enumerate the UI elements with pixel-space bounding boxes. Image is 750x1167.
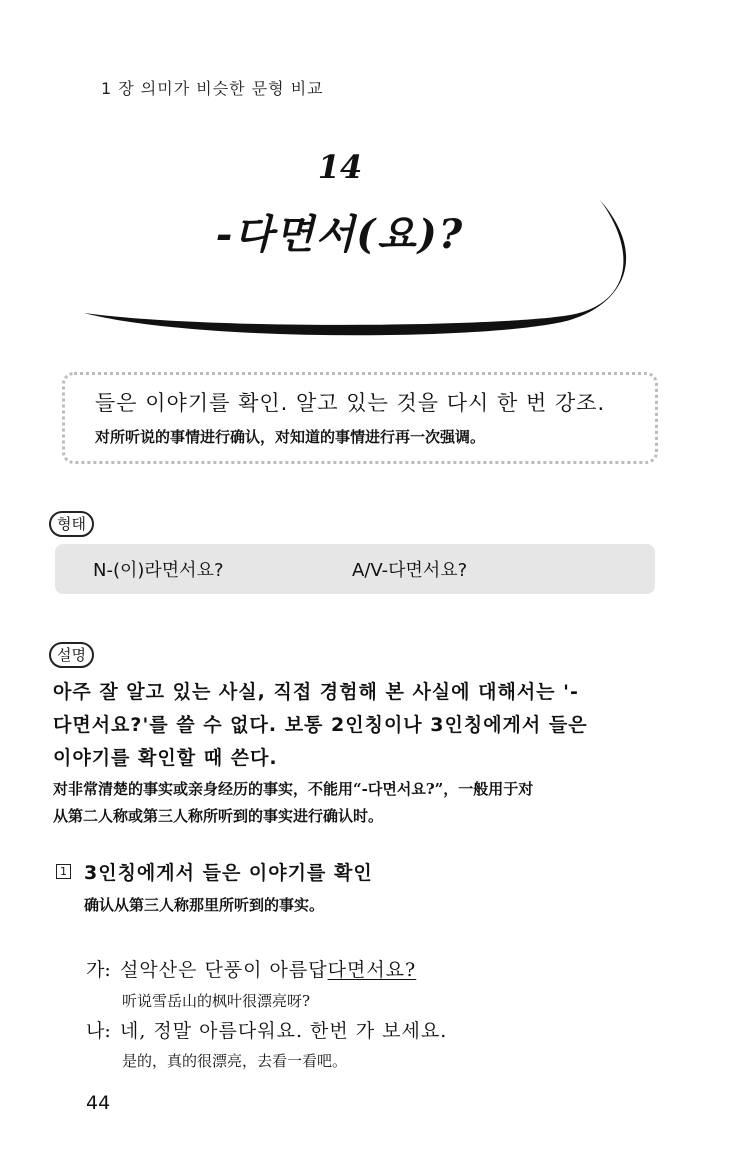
summary-box [62, 372, 658, 464]
example-korean-text: 네, 정말 아름다워요. 한번 가 보세요. [120, 1020, 448, 1042]
summary-chinese: 对所听说的事情进行确认，对知道的事情进行再一次强调。 [95, 428, 486, 446]
example-speaker: 가: [86, 959, 111, 981]
explanation-korean-line: 이야기를 확인할 때 쓴다. [53, 747, 278, 769]
example-chinese: 是的，真的很漂亮，去看一看吧。 [122, 1052, 348, 1070]
explanation-chinese-line: 从第二人称或第三人称所听到的事实进行确认时。 [53, 807, 384, 825]
explanation-korean-line: 다면서요?'를 쓸 수 없다. 보통 2인칭이나 3인칭에게서 들은 [53, 714, 588, 736]
example-target-expression: 다면서요? [327, 959, 417, 981]
form-verb-pattern: A/V-다면서요? [352, 560, 468, 581]
page-number: 44 [86, 1092, 111, 1114]
running-head: 1 장 의미가 비슷한 문형 비교 [101, 79, 324, 98]
item-chinese: 确认从第三人称那里所听到的事实。 [84, 896, 325, 914]
example-korean [120, 1016, 447, 1043]
explanation-korean-line: 아주 잘 알고 있는 사실, 직접 경험해 본 사실에 대해서는 '- [53, 681, 579, 703]
chapter-number: 14 [317, 148, 363, 186]
example-speaker: 나: [86, 1020, 111, 1042]
explanation-chinese-line: 对非常清楚的事实或亲身经历的事实，不能用“-다면서요?”，一般用于对 [53, 780, 534, 798]
summary-korean: 들은 이야기를 확인. 알고 있는 것을 다시 한 번 강조. [95, 391, 606, 415]
example-korean [120, 955, 416, 982]
explanation-korean [53, 676, 653, 775]
form-noun-pattern: N-(이)라면서요? [93, 560, 224, 581]
example-korean-text: 설악산은 단풍이 아름답 [120, 959, 328, 981]
item-number-box: 1 [56, 864, 71, 879]
chapter-title: -다면서(요)? [215, 211, 465, 258]
example-chinese: 听说雪岳山的枫叶很漂亮呀? [122, 992, 311, 1010]
item-title: 3인칭에게서 들은 이야기를 확인 [84, 862, 373, 884]
explanation-tag: 설명 [49, 642, 94, 668]
form-tag: 형태 [49, 511, 94, 537]
explanation-chinese [53, 776, 653, 830]
